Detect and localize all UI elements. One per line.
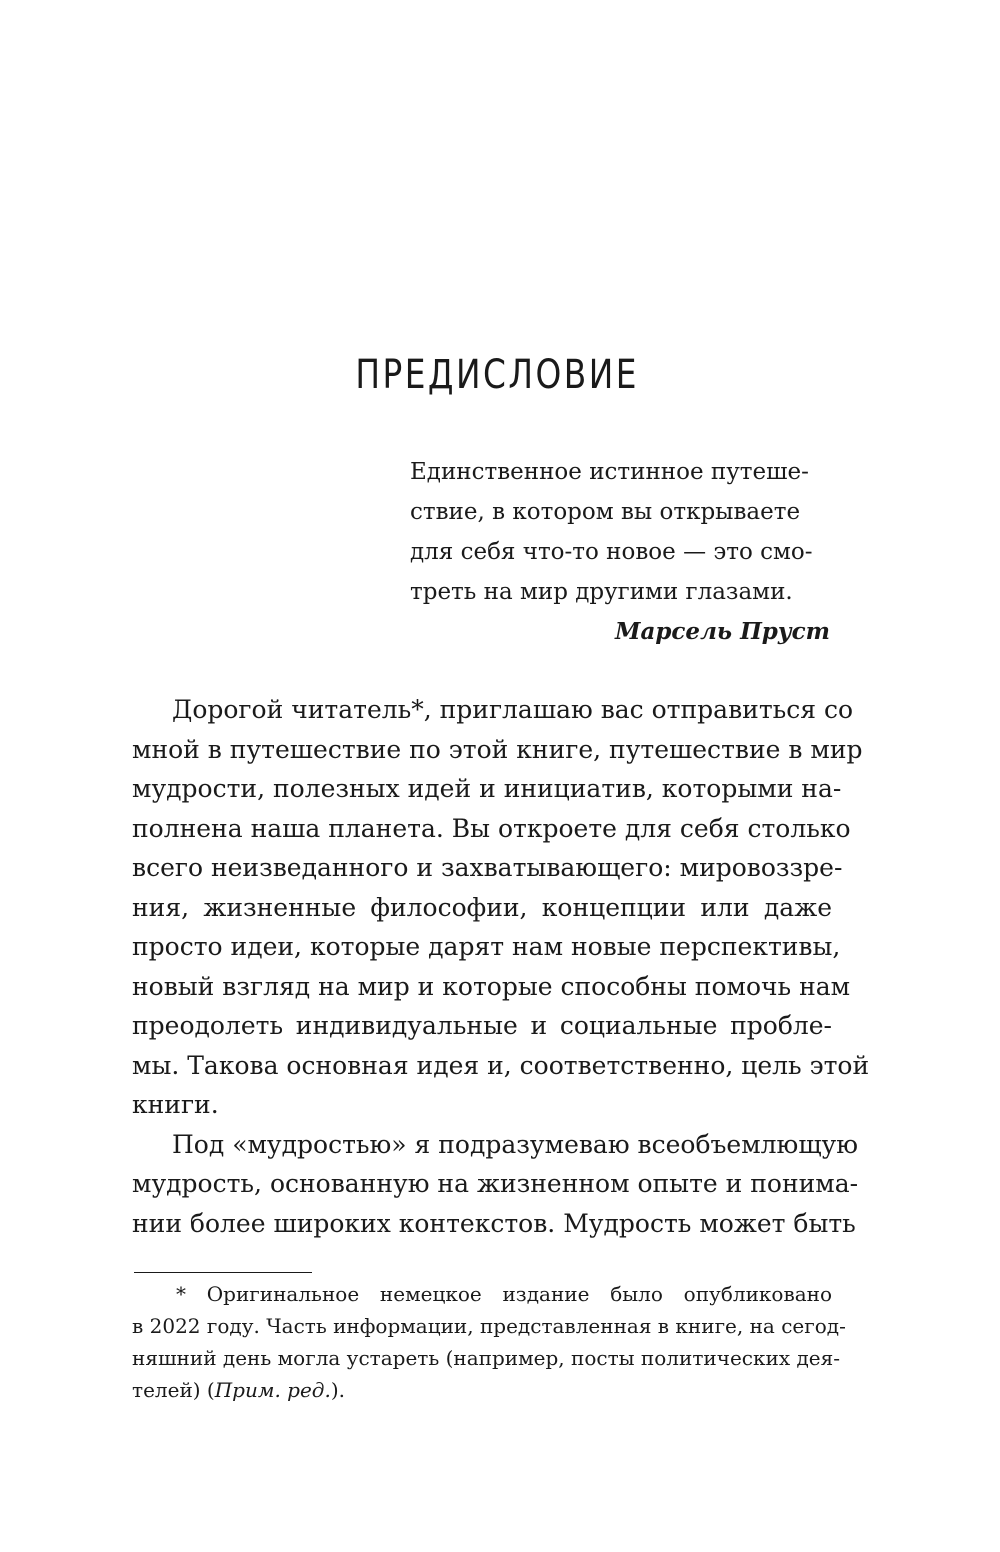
footnote-line — [132, 1374, 832, 1406]
footnote-line: няшний день могла устареть (например, посты политических дея- — [132, 1346, 840, 1370]
epigraph-line: Единственное истинное путеше- — [410, 459, 809, 485]
body-text — [132, 690, 870, 1243]
chapter-title: ПРЕДИСЛОВИЕ — [355, 352, 639, 398]
body-line: ния, жизненные философии, концепции или даже — [132, 892, 832, 922]
body-line: Под «мудростью» я подразумеваю всеобъемлющую — [172, 1129, 859, 1159]
body-line: мной в путешествие по этой книге, путешествие в мир — [132, 734, 863, 764]
footnote — [132, 1278, 846, 1406]
footnote-line: в 2022 году. Часть информации, представленная в книге, на сегод- — [132, 1314, 846, 1338]
footnote-line: * Оригинальное немецкое издание было опубликовано — [176, 1282, 832, 1306]
body-line: новый взгляд на мир и которые способны помочь нам — [132, 971, 851, 1001]
epigraph-line: для себя что-то новое — это смо- — [410, 539, 813, 565]
body-line: преодолеть индивидуальные и социальные пробле- — [132, 1011, 832, 1040]
body-line: Дорогой читатель*, приглашаю вас отправиться со — [172, 695, 854, 724]
body-line: всего неизведанного и захватывающего: мировоззре- — [132, 853, 843, 882]
body-line: полнена наша планета. Вы откроете для себя столько — [132, 813, 851, 843]
epigraph-line: ствие, в котором вы открываете — [410, 499, 801, 525]
body-line: мы. Такова основная идея и, соответственно, цель этой — [132, 1050, 870, 1080]
footnote-text: ). — [330, 1378, 345, 1402]
body-line: нии более широких контекстов. Мудрость может быть — [132, 1208, 856, 1238]
editor-note: Прим. ред. — [214, 1378, 331, 1402]
footnote-text: телей) ( — [132, 1378, 215, 1402]
body-line: мудрости, полезных идей и инициатив, которыми на- — [132, 774, 842, 803]
body-line: просто идеи, которые дарят нам новые перспективы, — [132, 932, 841, 961]
footnote-divider — [134, 1272, 312, 1273]
body-line: книги. — [132, 1090, 219, 1119]
epigraph-author: Марсель Пруст — [614, 618, 830, 645]
epigraph-line: треть на мир другими глазами. — [410, 579, 793, 605]
body-line: мудрость, основанную на жизненном опыте и понима- — [132, 1169, 859, 1198]
epigraph — [410, 452, 830, 652]
